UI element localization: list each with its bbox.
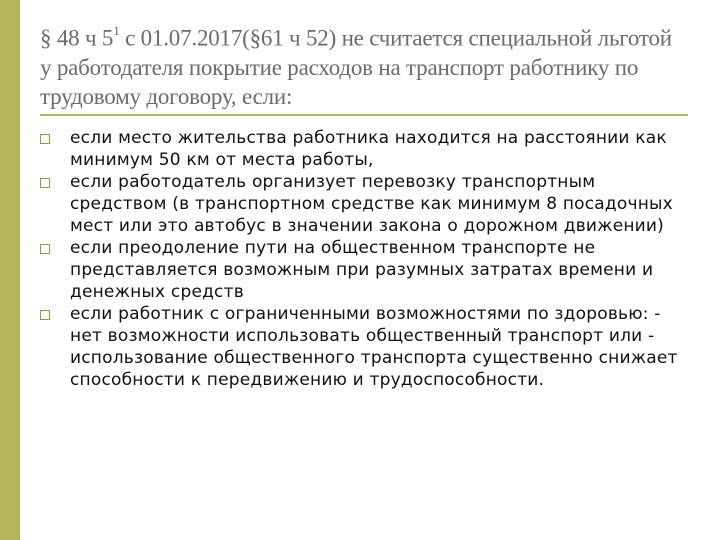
bullet-text: если работодатель организует перевозку транспортным средством (в транспортном средстве как минимум 8 посадочных мест или это автобус в значении закона о дорожном движении) (70, 172, 673, 236)
title-prefix: § 48 ч 5 (40, 25, 114, 51)
bullet-list (40, 127, 690, 391)
square-bullet-icon (40, 244, 50, 254)
title-rest: с 01.07.2017(§61 ч 52) не считается специальной льготой у работодателя покрытие расходов на транспорт работнику по трудовому договору, если: (40, 25, 672, 109)
decorative-side-bar (0, 0, 20, 540)
bullet-text: если место жительства работника находится на расстоянии как минимум 50 км от места работы, (70, 128, 667, 170)
bullet-item (40, 127, 690, 171)
bullet-item (40, 303, 690, 391)
bullet-text: если преодоление пути на общественном транспорте не представляется возможным при разумных затратах времени и денежных средств (70, 238, 654, 302)
slide-title (40, 18, 680, 111)
square-bullet-icon (40, 134, 50, 144)
bullet-text: если работник с ограниченными возможностями по здоровью: - нет возможности использовать общественный транспорт или - использование общественного транспорта существенно снижает способности к передвижению и трудоспособности. (70, 304, 678, 390)
square-bullet-icon (40, 310, 50, 320)
bullet-item (40, 237, 690, 303)
square-bullet-icon (40, 178, 50, 188)
title-divider (40, 114, 688, 116)
bullet-item (40, 171, 690, 237)
title-superscript: 1 (113, 23, 120, 38)
